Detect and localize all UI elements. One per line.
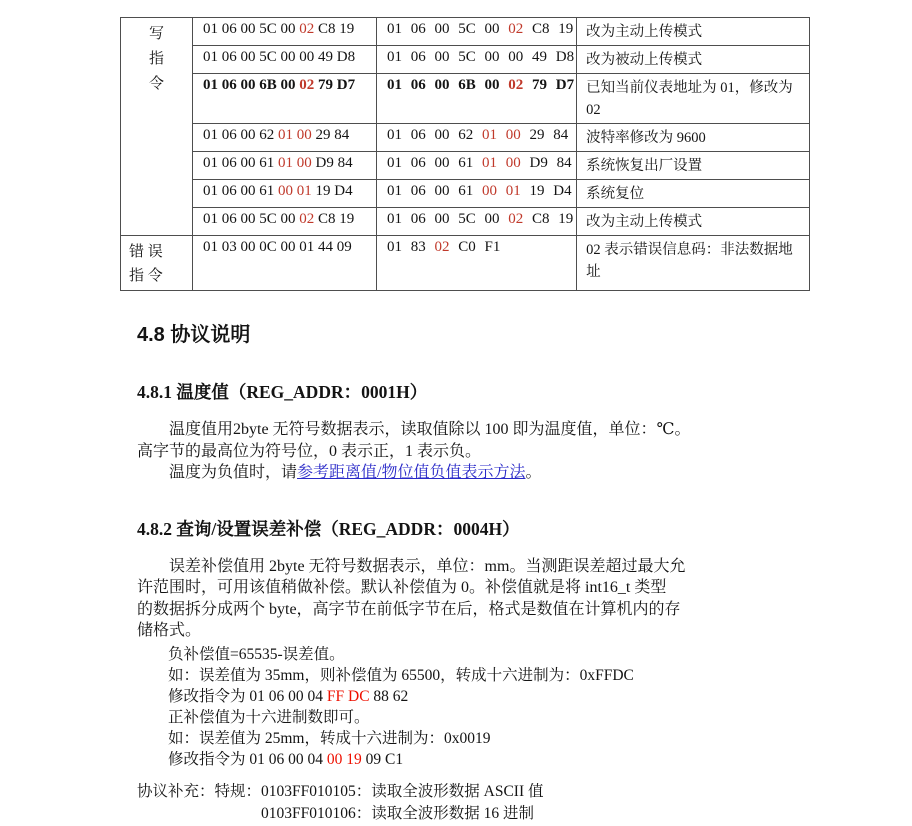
paragraph-line: 许范围时，可用该值稍做补偿。默认补偿值为 0。补偿值就是将 int16_t 类型 bbox=[137, 579, 667, 596]
text-run: 01 03 00 0C 00 01 44 09 bbox=[203, 239, 352, 255]
text-run: 29 84 bbox=[520, 127, 569, 143]
hex-highlight: FF DC bbox=[326, 687, 370, 705]
send-command-cell bbox=[193, 18, 377, 46]
paragraph-line: 的数据拆分成两个 byte，高字节在前低字节在后，格式是数值在计算机内的存 bbox=[137, 600, 681, 618]
text-run: 01 83 bbox=[387, 239, 435, 255]
text-run: 79 D7 bbox=[314, 77, 356, 93]
text-run: 01 06 00 6B 00 bbox=[387, 77, 509, 93]
note-suffix: 。 bbox=[525, 464, 542, 481]
example-line bbox=[168, 728, 805, 749]
compensation-examples bbox=[168, 644, 805, 770]
table-row bbox=[121, 18, 810, 46]
text-run: 19 D4 bbox=[520, 183, 572, 199]
text-run: 正补偿值为十六进制数即可。 bbox=[168, 708, 370, 726]
paragraph-line: 温度值用2byte 无符号数据表示，读取值除以 100 即为温度值，单位：℃。 bbox=[169, 421, 691, 438]
text-run: 01 06 00 5C 00 bbox=[203, 211, 300, 227]
protocol-supplement bbox=[137, 781, 805, 826]
text-run: D9 84 bbox=[520, 155, 572, 171]
response-command-cell bbox=[377, 46, 577, 74]
paragraph-line: 储格式。 bbox=[137, 622, 202, 639]
send-command-cell bbox=[193, 180, 377, 208]
command-description-cell: 改为主动上传模式 bbox=[577, 208, 810, 236]
send-command-cell bbox=[193, 152, 377, 180]
hex-highlight: 00 01 bbox=[482, 183, 521, 199]
hex-highlight: 02 bbox=[508, 77, 524, 93]
hex-highlight: 00 01 bbox=[278, 183, 312, 199]
temperature-paragraph bbox=[137, 419, 805, 462]
hex-highlight: 01 00 bbox=[278, 127, 312, 143]
response-command-cell bbox=[377, 74, 577, 124]
hex-highlight: 02 bbox=[508, 21, 524, 37]
supplement-prefix: 协议补充：特规： bbox=[137, 782, 262, 800]
table-row bbox=[121, 236, 810, 291]
hex-highlight: 02 bbox=[299, 211, 315, 227]
command-description-cell: 波特率修改为 9600 bbox=[577, 124, 810, 152]
response-command-cell bbox=[377, 208, 577, 236]
text-run: 01 06 00 61 bbox=[387, 155, 482, 171]
supplement-command: 0103FF010105：读取全波形数据 ASCII 值 bbox=[261, 782, 544, 800]
text-run: 01 06 00 5C 00 00 49 D8 bbox=[203, 49, 356, 65]
example-line bbox=[168, 749, 805, 770]
send-command-cell bbox=[193, 74, 377, 124]
table-row bbox=[121, 46, 810, 74]
label-line: 错 误 bbox=[129, 244, 163, 260]
text-run: 01 06 00 5C 00 bbox=[203, 21, 300, 37]
hex-highlight: 02 bbox=[299, 77, 315, 93]
paragraph-line: 误差补偿值用 2byte 无符号数据表示，单位：mm。当测距误差超过最大允 bbox=[169, 557, 686, 575]
text-run: D9 84 bbox=[311, 155, 353, 171]
text-run: 01 06 00 61 bbox=[203, 183, 278, 199]
response-command-cell bbox=[377, 124, 577, 152]
hex-highlight: 02 bbox=[299, 21, 315, 37]
table-row bbox=[121, 74, 810, 124]
example-line bbox=[168, 686, 805, 707]
document-page bbox=[0, 17, 912, 826]
send-command-cell bbox=[193, 208, 377, 236]
hex-highlight: 02 bbox=[508, 211, 524, 227]
hex-highlight: 01 00 bbox=[482, 127, 521, 143]
text-run: C8 19 bbox=[523, 21, 574, 37]
label-line: 写 bbox=[148, 26, 164, 42]
text-run: C8 19 bbox=[523, 211, 574, 227]
send-command-cell bbox=[193, 236, 377, 291]
table-row bbox=[121, 152, 810, 180]
supplement-command: 0103FF010106：读取全波形数据 16 进制 bbox=[261, 805, 535, 822]
text-run: 01 06 00 62 bbox=[387, 127, 482, 143]
command-description-cell: 改为主动上传模式 bbox=[577, 18, 810, 46]
example-line bbox=[168, 644, 805, 665]
text-run: 01 06 00 5C 00 bbox=[387, 21, 509, 37]
example-line bbox=[168, 665, 805, 686]
table-row bbox=[121, 180, 810, 208]
send-command-cell bbox=[193, 124, 377, 152]
section-heading-4-8-2: 4.8.2 查询/设置误差补偿（REG_ADDR：0004H） bbox=[137, 518, 520, 539]
response-command-cell bbox=[377, 236, 577, 291]
text-run: 01 06 00 6B 00 bbox=[203, 77, 300, 93]
text-run: 88 62 bbox=[369, 687, 409, 705]
error-compensation-paragraph bbox=[137, 556, 805, 642]
command-description-cell: 02 表示错误信息码：非法数据地址 bbox=[577, 236, 810, 291]
text-run: 01 06 00 61 bbox=[387, 183, 482, 199]
response-command-cell bbox=[377, 18, 577, 46]
command-description-cell: 系统复位 bbox=[577, 180, 810, 208]
command-description-cell: 系统恢复出厂设置 bbox=[577, 152, 810, 180]
response-command-cell bbox=[377, 152, 577, 180]
command-description-cell: 改为被动上传模式 bbox=[577, 46, 810, 74]
label-line: 令 bbox=[148, 76, 164, 92]
section-heading-4-8: 4.8 协议说明 bbox=[137, 324, 251, 346]
text-run: 01 06 00 5C 00 00 49 D8 bbox=[387, 49, 575, 65]
text-run: 修改指令为 01 06 00 04 bbox=[168, 750, 327, 768]
text-run: C8 19 bbox=[314, 211, 355, 227]
paragraph-line: 高字节的最高位为符号位，0 表示正，1 表示负。 bbox=[137, 442, 482, 460]
hex-highlight: 02 bbox=[434, 239, 450, 255]
hex-highlight: 01 00 bbox=[482, 155, 521, 171]
hex-highlight: 00 19 bbox=[326, 750, 362, 768]
text-run: 负补偿值=65535-误差值。 bbox=[168, 645, 345, 663]
text-run: 01 06 00 62 bbox=[203, 127, 278, 143]
label-line: 指 令 bbox=[129, 268, 163, 284]
text-run: 79 D7 bbox=[523, 77, 575, 93]
supplement-commands bbox=[261, 781, 543, 826]
negative-value-method-link[interactable]: 参考距离值/物位值负值表示方法 bbox=[297, 464, 526, 481]
text-run: 29 84 bbox=[311, 127, 350, 143]
label-line: 指 bbox=[148, 51, 164, 67]
command-table-body bbox=[121, 18, 810, 291]
text-run: 修改指令为 01 06 00 04 bbox=[168, 687, 327, 705]
note-prefix: 温度为负值时，请 bbox=[169, 464, 298, 481]
command-table bbox=[120, 17, 810, 291]
section-heading-4-8-1: 4.8.1 温度值（REG_ADDR：0001H） bbox=[137, 382, 428, 402]
hex-highlight: 01 00 bbox=[278, 155, 312, 171]
text-run: C0 F1 bbox=[449, 239, 501, 255]
table-row bbox=[121, 124, 810, 152]
text-run: 如：误差值为 25mm，转成十六进制为：0x0019 bbox=[168, 729, 491, 747]
text-run: C8 19 bbox=[314, 21, 355, 37]
text-run: 01 06 00 5C 00 bbox=[387, 211, 509, 227]
table-row bbox=[121, 208, 810, 236]
text-run: 如：误差值为 35mm，则补偿值为 65500，转成十六进制为：0xFFDC bbox=[168, 666, 634, 684]
example-line bbox=[168, 707, 805, 728]
text-run: 01 06 00 61 bbox=[203, 155, 278, 171]
text-run: 09 C1 bbox=[361, 750, 404, 768]
response-command-cell bbox=[377, 180, 577, 208]
text-run: 19 D4 bbox=[311, 183, 353, 199]
send-command-cell bbox=[193, 46, 377, 74]
negative-temperature-note bbox=[137, 462, 805, 484]
command-description-cell: 已知当前仪表地址为 01，修改为 02 bbox=[577, 74, 810, 124]
protocol-section bbox=[137, 318, 805, 826]
row-group-label bbox=[121, 18, 193, 236]
row-group-label bbox=[121, 236, 193, 291]
